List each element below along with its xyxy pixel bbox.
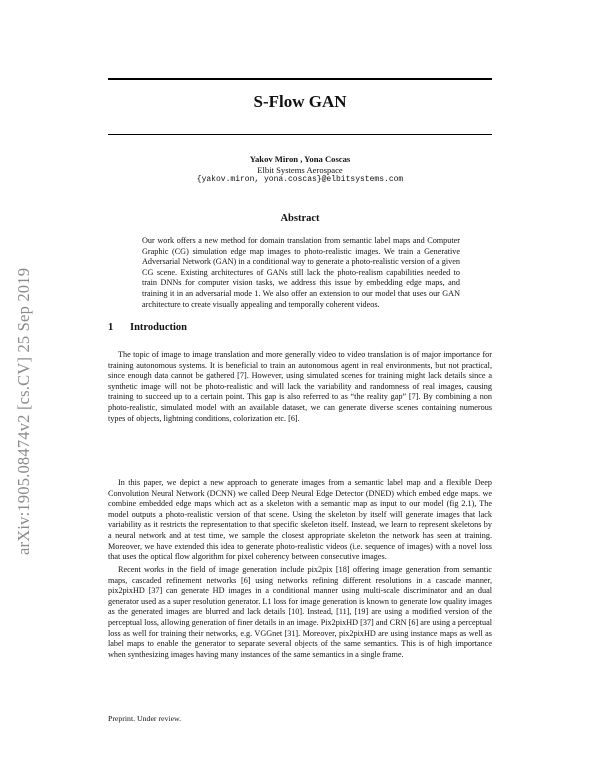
title-rule-top: [108, 78, 492, 80]
title-rule-bottom: [108, 134, 492, 135]
section-heading: [108, 322, 187, 333]
author-block: [108, 154, 492, 186]
author-email: {yakov.miron, yona.coscas}@elbitsystems.com: [196, 175, 404, 184]
arxiv-stamp: arXiv:1905.08474v2 [cs.CV] 25 Sep 2019: [14, 267, 33, 555]
abstract-heading: Abstract: [280, 213, 320, 224]
body-paragraph-3: Recent works in the field of image generation include pix2pix [18] offering image generation from semantic maps, cascaded refinement networks [6] using networks refining different resolutions in a cascade manner, pix2pixHD [37] can generate HD images in a conditional manner using multi-scale discriminator and an dual generator used as a super resolution generator. L1 loss for image generation is known to generate low quality images as the generated images are blurred and lack details [10]. Instead, [11], [19] are using a modified version of the perceptual loss, allowing generation of finer details in an image. Pix2pixHD [37] and CRN [6] are using a perceptual loss as well for training their networks, e.g. VGGnet [31]. Moreover, pix2pixHD are using instance maps as well as label maps to enable the generator to separate several objects of the same semantics. This is of high importance when synthesizing images having many instances of the same semantics in a single frame.: [108, 565, 492, 659]
body-paragraph-2: In this paper, we depict a new approach to generate images from a semantic label map and a flexible Deep Convolution Neural Network (DCNN) we called Deep Neural Edge Detector (DNED) which embed edge maps. we combine embedded edge maps which act as a skeleton with a semantic map as input to our model (fig 2.1), The model outputs a photo-realistic version of that scene. Using the skeleton by itself will generate images that lack variability as it restricts the representation to that specific skeleton itself. Instead, we learn to represent skeletons by a neural network and at test time, we sample the closest appropriate skeleton the network has seen at training. Moreover, we have extended this idea to generate photo-realistic videos (i.e. sequence of images) with a novel loss that uses the optical flow algorithm for pixel coherency between consecutive images.: [108, 478, 492, 562]
section-title: Introduction: [130, 322, 187, 333]
paper-title: S-Flow GAN: [253, 92, 347, 111]
abstract-text: Our work offers a new method for domain translation from semantic label maps and Computer Graphic (CG) simulation edge map images to photo-realistic images. We train a Generative Adversarial Network (GAN) in a conditional way to generate a photo-realistic version of a given CG scene. Existing architectures of GANs still lack the photo-realism capabilities needed to train DNNs for computer vision tasks, we address this issue by embedding edge maps, and training it in an adversarial mode 1. We also offer an extension to our model that uses our GAN architecture to create visually appealing and temporally coherent videos.: [142, 236, 460, 309]
author-affiliation: Elbit Systems Aerospace: [257, 164, 343, 175]
author-names: Yakov Miron , Yona Coscas: [249, 154, 351, 164]
preprint-footer: Preprint. Under review.: [108, 714, 182, 723]
section-number: 1: [108, 322, 114, 333]
body-paragraph-1: The topic of image to image translation and more generally video to video translation is of major importance for training autonomous systems. It is beneficial to train an autonomous agent in real environments, but not practical, since enough data cannot be gathered [7]. However, using simulated scenes for training might lack details since a synthetic image will not be photo-realistic and will lack the variability and randomness of real images, causing training to succeed up to a certain point. This gap is also referred to as “the reality gap” [7]. By combining a non photo-realistic, simulated model with an available dataset, we can generate diverse scenes containing numerous types of objects, lightning conditions, colorization etc. [6].: [108, 350, 492, 423]
